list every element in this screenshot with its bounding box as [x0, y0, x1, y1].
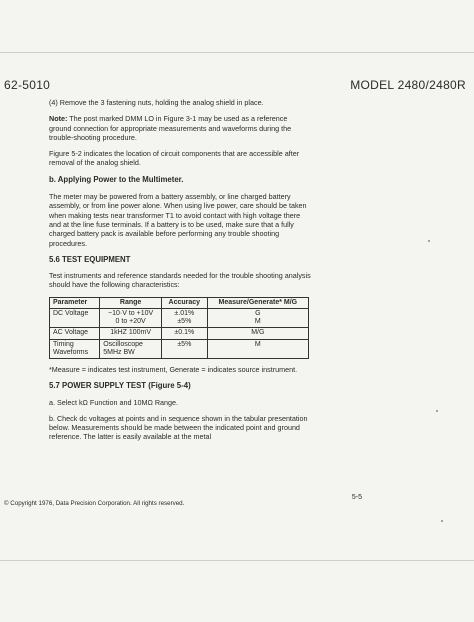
table-cell: Timing Waveforms: [50, 339, 100, 358]
copyright-symbol-icon: ©: [4, 500, 9, 507]
table-row: [50, 328, 309, 339]
test-equipment-table: [49, 297, 309, 359]
table-cell: M/G: [207, 328, 308, 339]
model-title: MODEL 2480/2480R: [350, 78, 466, 92]
scan-speck: [441, 520, 443, 522]
section-heading-5-6: 5.6 TEST EQUIPMENT: [49, 254, 131, 264]
table-cell: G M: [207, 308, 308, 327]
column-header: Accuracy: [162, 297, 208, 308]
note-label: Note:: [49, 114, 68, 124]
scan-artifact-line: [0, 560, 474, 561]
table-row: [50, 339, 309, 358]
scan-artifact-line: [0, 52, 474, 53]
step-4-text: (4) Remove the 3 fastening nuts, holding the analog shield in place.: [49, 98, 264, 107]
table-cell: DC Voltage: [50, 308, 100, 327]
step-a-text: a. Select kΩ Function and 10MΩ Range.: [49, 397, 179, 407]
page-header: [4, 78, 466, 92]
table-cell: Oscilloscope 5MHz BW: [100, 339, 162, 358]
power-paragraph: The meter may be powered from a battery assembly, or line charged battery assembly, or from line power alone. When using live power, care should be taken when making tests near transformer T1 to avoid contact with high voltage there and at the line fuse terminals. If a battery is to be used, make sure that a fully charged battery pack is available before performing any trouble shooting procedures.: [49, 192, 307, 248]
scan-speck: [428, 240, 430, 242]
page-body: [49, 98, 311, 449]
table-row: [50, 308, 309, 327]
copyright-line: [4, 500, 184, 507]
doc-number: 62-5010: [4, 78, 51, 92]
column-header: Parameter: [50, 297, 100, 308]
note-text: The post marked DMM LO in Figure 3-1 may be used as a reference ground connection for appropriate measurements and waveforms during the trouble-shooting procedure.: [49, 114, 292, 142]
column-header: Measure/Generate* M/G: [207, 297, 308, 308]
table-header-row: [50, 297, 309, 308]
page-number: 5-5: [351, 494, 362, 501]
section-heading-5-7: 5.7 POWER SUPPLY TEST (Figure 5-4): [49, 381, 191, 391]
subsection-heading: b. Applying Power to the Multimeter.: [49, 174, 184, 184]
table-cell: M: [207, 339, 308, 358]
table-cell: −10·V to +10V 0 to +20V: [100, 308, 162, 327]
table-footnote: *Measure = indicates test instrument, Generate = indicates source instrument.: [49, 364, 298, 374]
scan-speck: [436, 410, 438, 412]
step-b-text: b. Check dc voltages at points and in sequence shown in the tabular presentation below. Measurements should be made between the indicated point and ground reference. The latter is easily available at the metal: [49, 413, 308, 442]
column-header: Range: [100, 297, 162, 308]
table-cell: ±0.1%: [162, 328, 208, 339]
table-cell: AC Voltage: [50, 328, 100, 339]
table-cell: ±5%: [162, 339, 208, 358]
test-equipment-paragraph: Test instruments and reference standards needed for the trouble shooting analysis should have the following characteristics:: [49, 271, 311, 290]
note-paragraph: [49, 114, 311, 142]
copyright-text: Copyright 1976, Data Precision Corporation. All rights reserved.: [10, 500, 185, 507]
figure-ref-paragraph: Figure 5-2 indicates the location of circuit components that are accessible after removal of the analog shield.: [49, 149, 300, 168]
table-cell: 1kHZ 100mV: [100, 328, 162, 339]
table-cell: ±.01% ±5%: [162, 308, 208, 327]
